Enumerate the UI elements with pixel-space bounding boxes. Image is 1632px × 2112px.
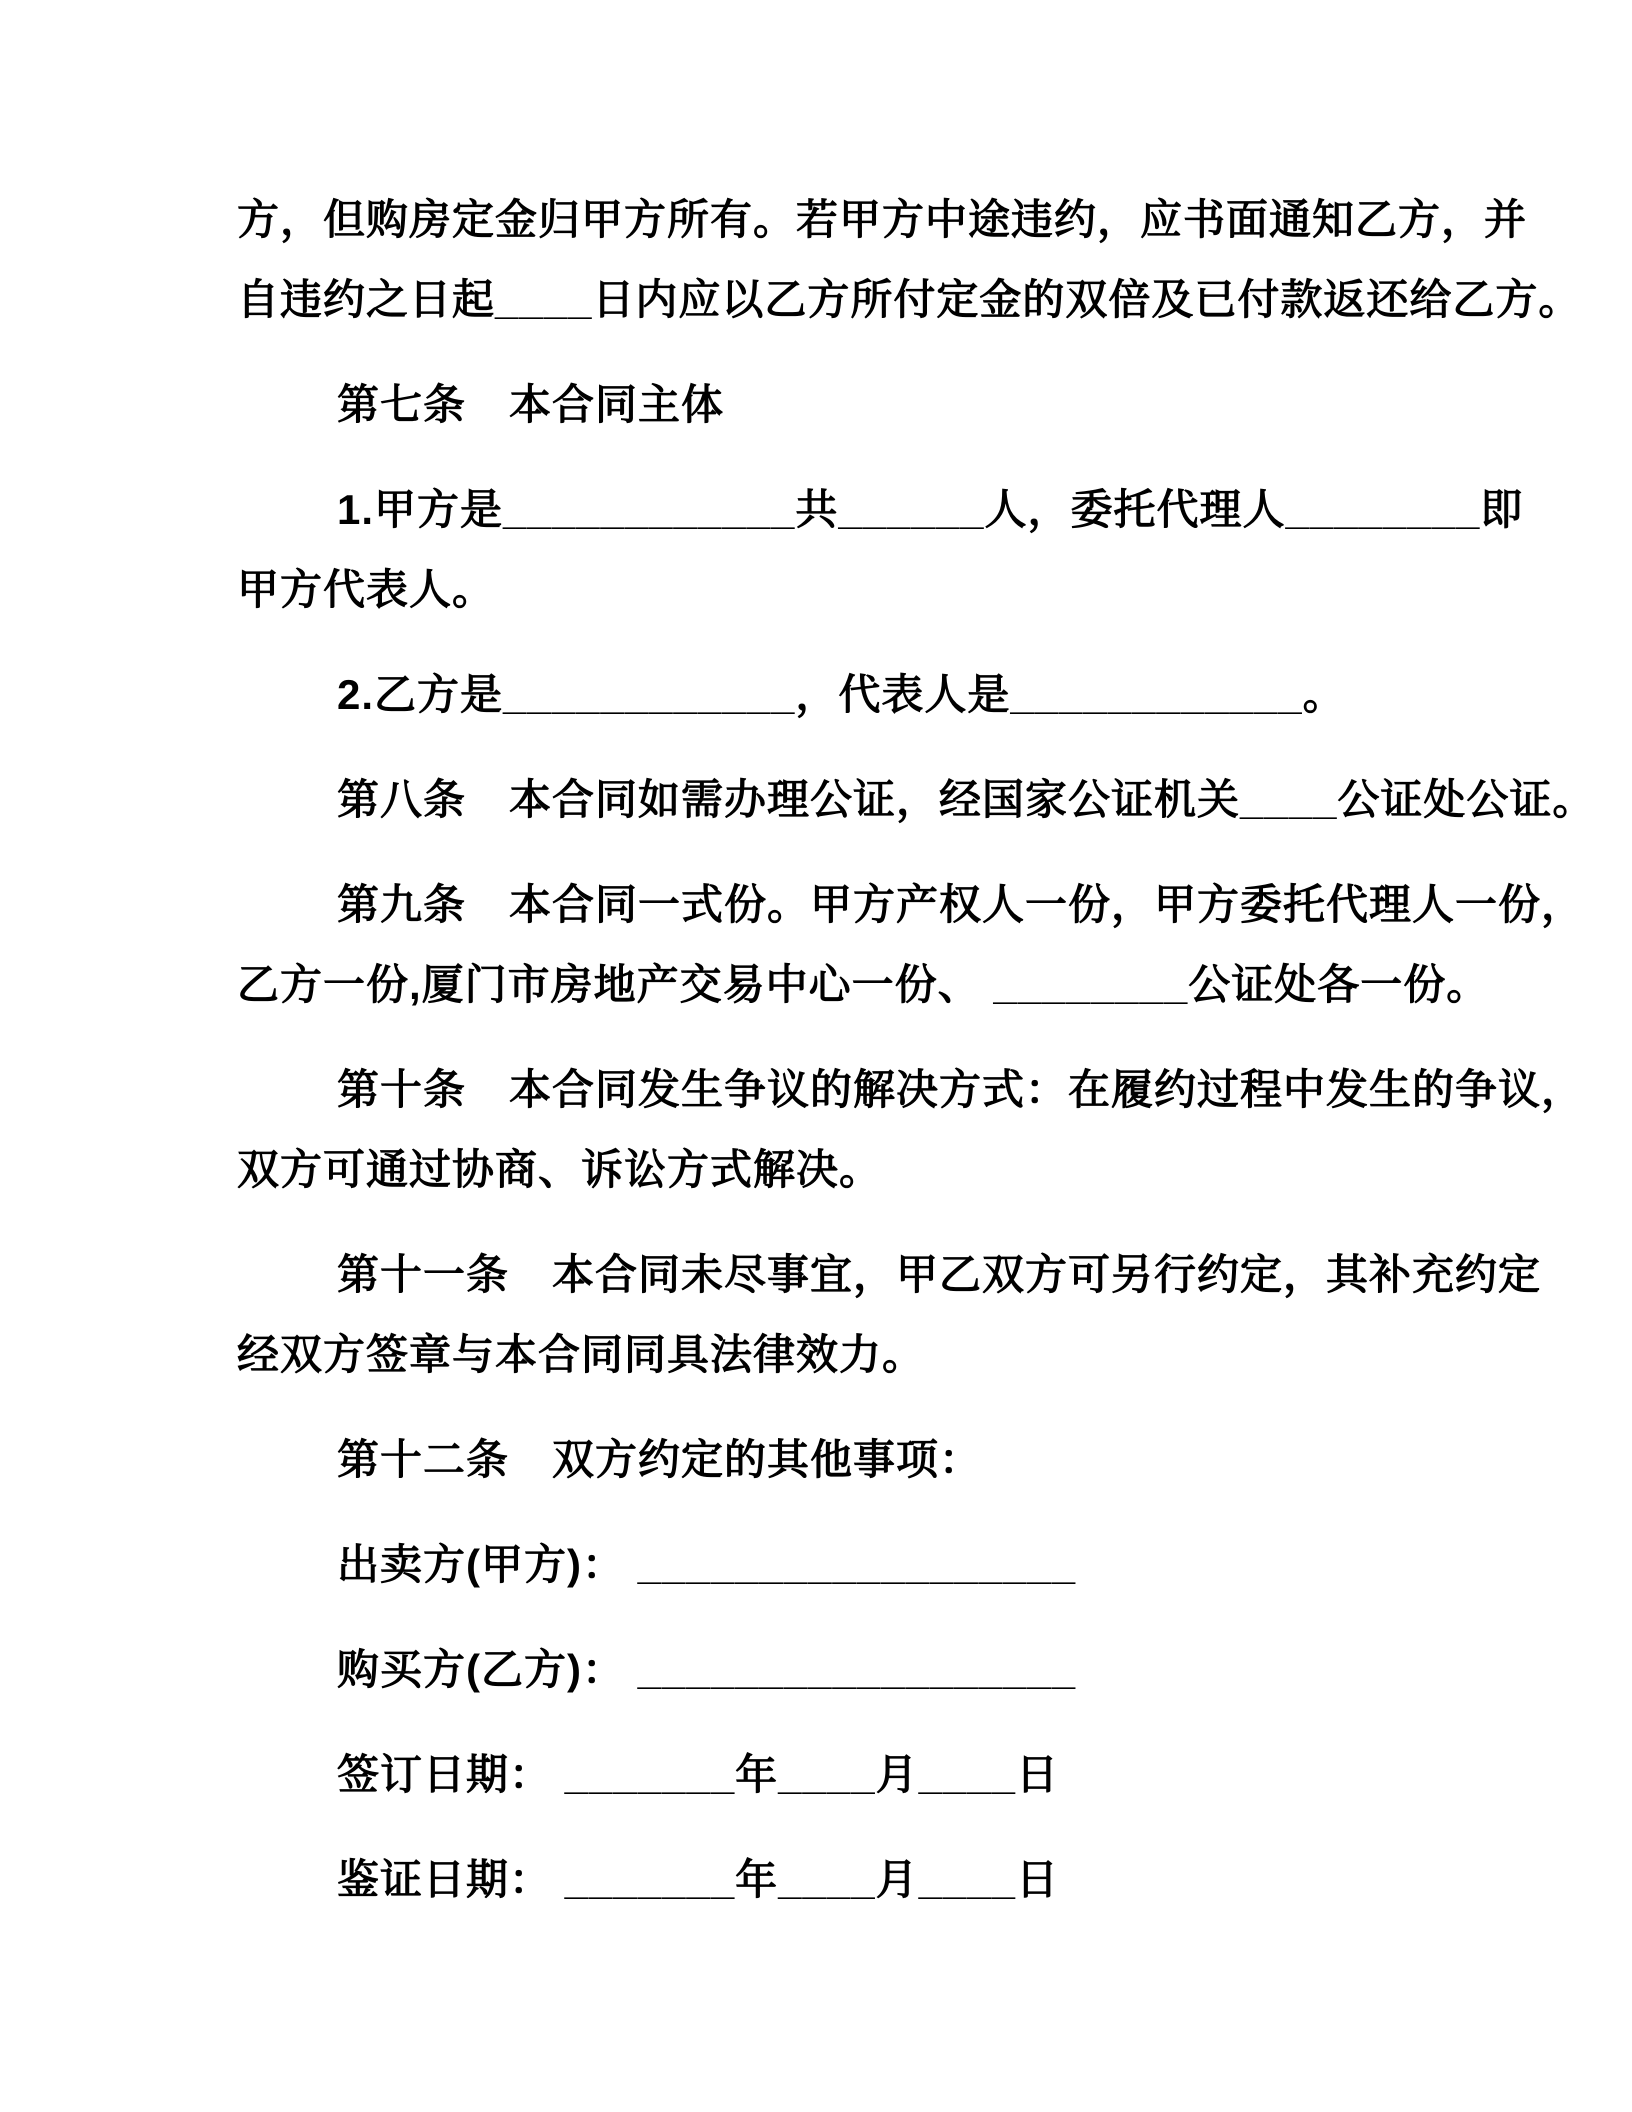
- paragraph: [237, 655, 1395, 735]
- contract-text-body: [237, 180, 1596, 1945]
- text-line: 第七条 本合同主体: [337, 381, 725, 428]
- text-line: 乙方一份,厦门市房地产交易中心一份、 ________公证处各一份。: [237, 961, 1490, 1008]
- paragraph: [237, 470, 1524, 630]
- text-line: 第八条 本合同如需办理公证，经国家公证机关____公证处公证。: [337, 776, 1596, 823]
- text-line: 第十一条 本合同未尽事宜，甲乙双方可另行约定，其补充约定: [337, 1251, 1542, 1298]
- paragraph: [237, 760, 1596, 840]
- paragraph: [237, 365, 1395, 445]
- text-line: 出卖方(甲方)： __________________: [337, 1541, 1077, 1588]
- text-line: 鉴证日期： _______年____月____日: [337, 1856, 1060, 1903]
- paragraph: [237, 1235, 1542, 1395]
- paragraph: [237, 1735, 1395, 1815]
- text-line: 经双方签章与本合同同具法律效力。: [237, 1331, 926, 1378]
- text-line: 自违约之日起____日内应以乙方所付定金的双倍及已付款返还给乙方。: [237, 276, 1582, 323]
- text-line: 2.乙方是____________，代表人是____________。: [337, 671, 1346, 718]
- text-line: 1.甲方是____________共______人，委托代理人________即: [337, 486, 1524, 533]
- text-line: 签订日期： _______年____月____日: [337, 1751, 1060, 1798]
- text-line: 方，但购房定金归甲方所有。若甲方中途违约，应书面通知乙方，并: [237, 196, 1528, 243]
- text-line: 购买方(乙方)： __________________: [337, 1646, 1077, 1693]
- text-line: 甲方代表人。: [237, 566, 496, 613]
- paragraph: [237, 180, 1582, 340]
- text-line: 双方可通过协商、诉讼方式解决。: [237, 1146, 883, 1193]
- paragraph: [237, 1050, 1585, 1210]
- paragraph: [237, 1630, 1395, 1710]
- text-line: 第十条 本合同发生争议的解决方式：在履约过程中发生的争议，: [337, 1066, 1585, 1113]
- text-line: 第九条 本合同一式份。甲方产权人一份，甲方委托代理人一份，: [337, 881, 1585, 928]
- paragraph: [237, 865, 1585, 1025]
- text-line: 第十二条 双方约定的其他事项：: [337, 1436, 983, 1483]
- paragraph: [237, 1840, 1395, 1920]
- paragraph: [237, 1420, 1395, 1500]
- paragraph: [237, 1525, 1395, 1605]
